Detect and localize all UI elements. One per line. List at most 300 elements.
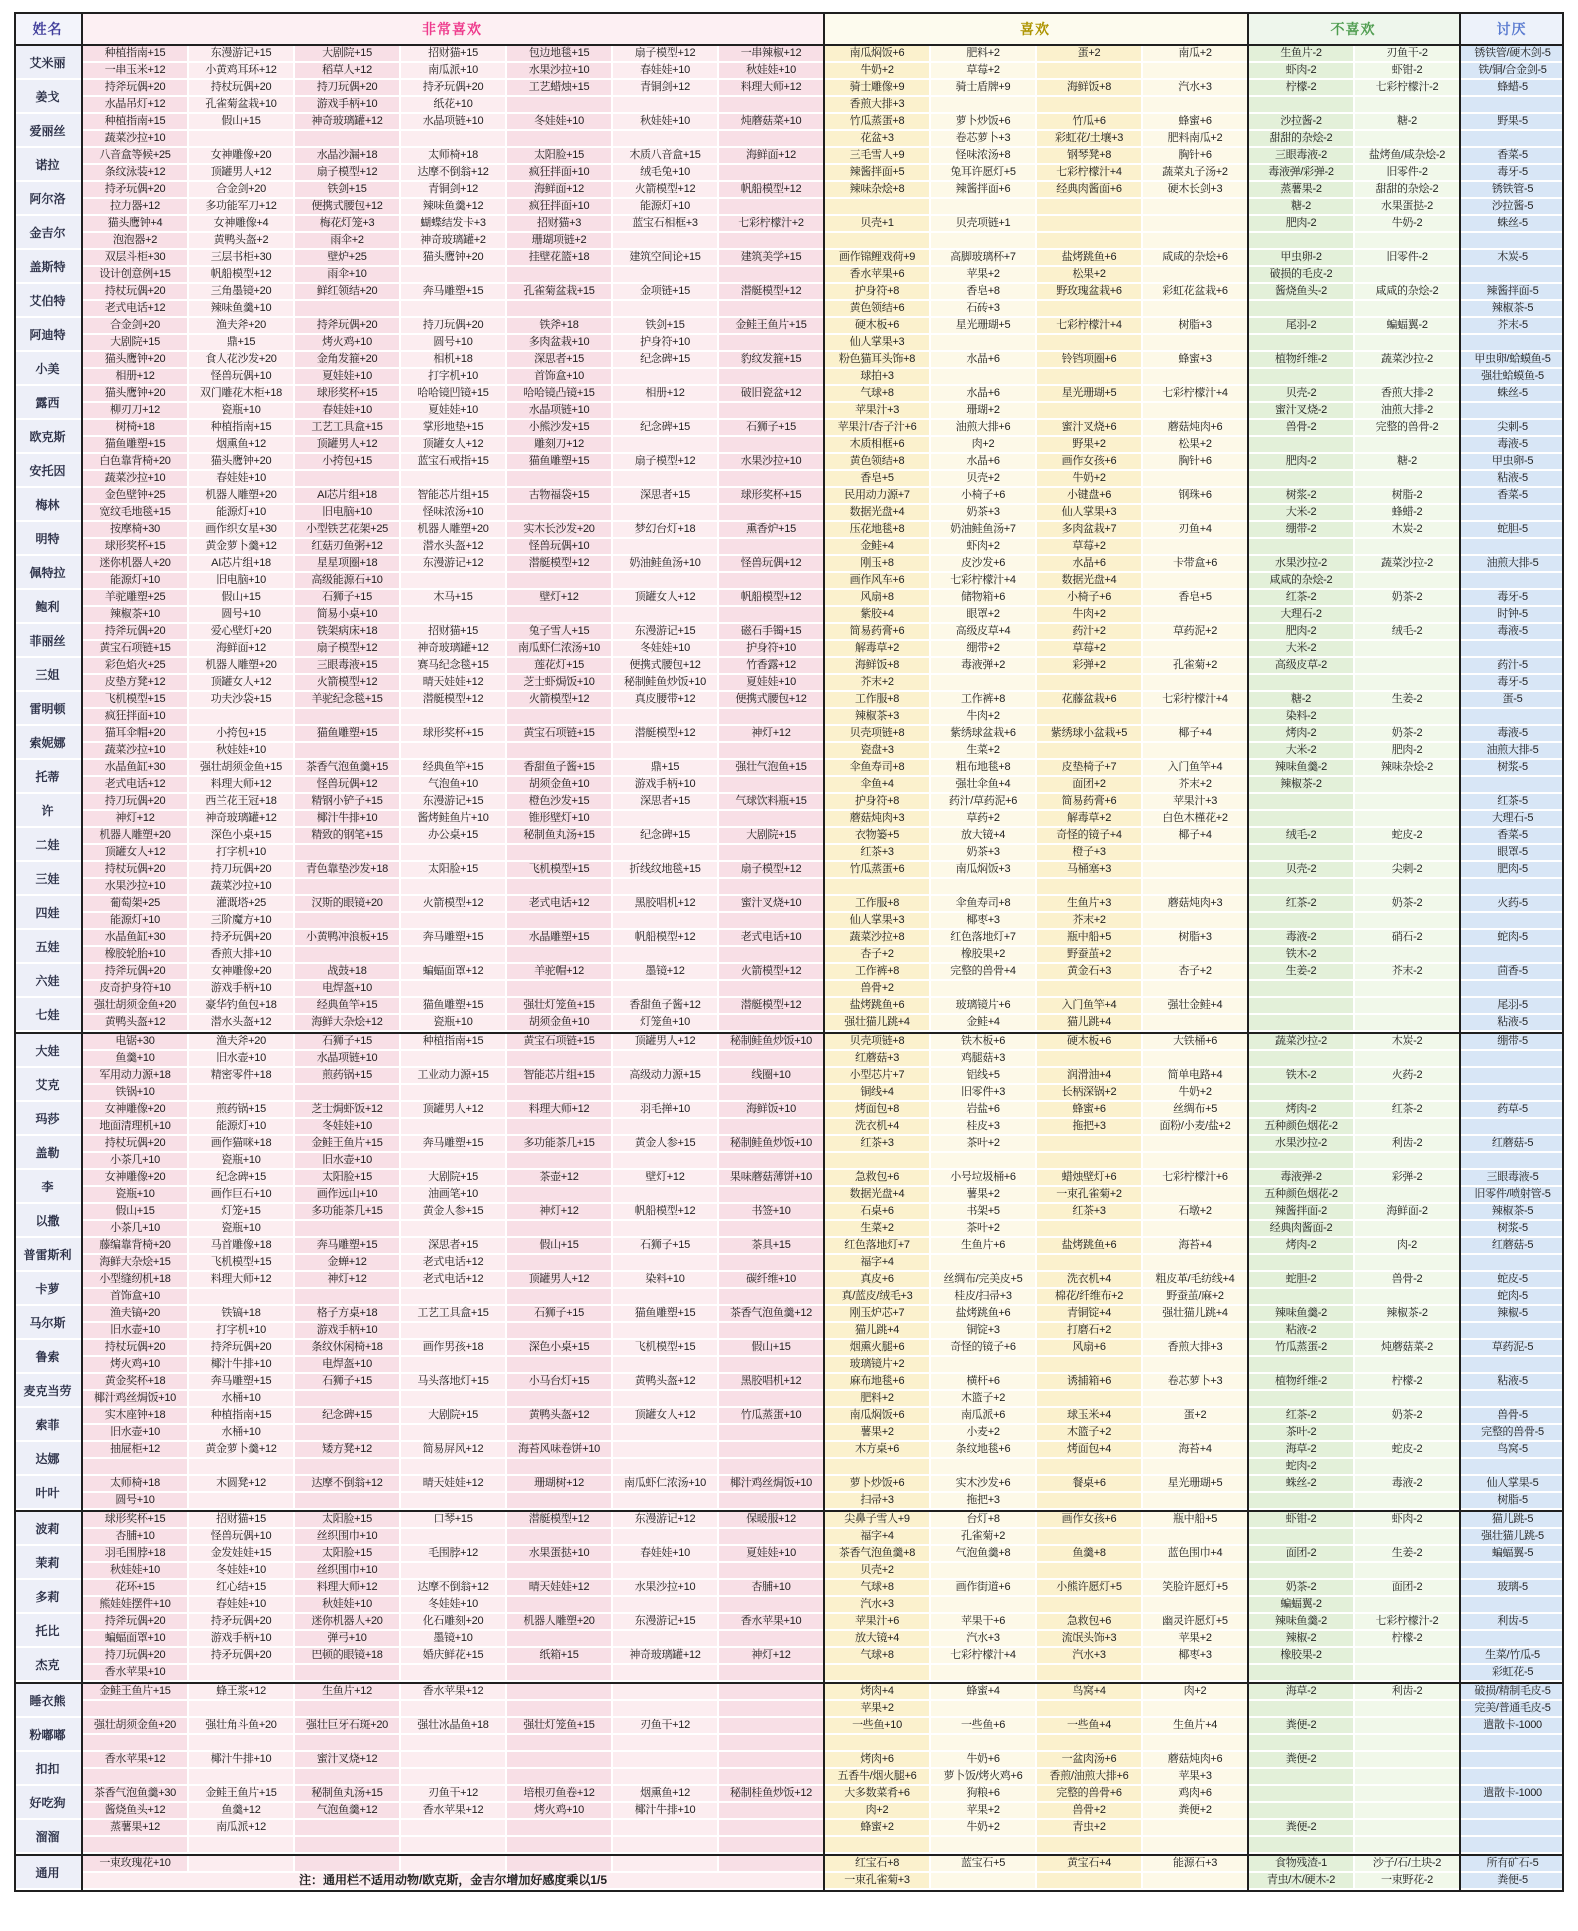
empty-cell xyxy=(1461,131,1564,146)
item-cell: 羊驼纪念毯+15 xyxy=(295,692,399,707)
item-cell: 食人花沙发+20 xyxy=(189,352,293,367)
empty-cell xyxy=(613,1837,717,1852)
empty-cell xyxy=(1461,981,1564,996)
item-cell: 持刀玩偶+20 xyxy=(83,794,187,809)
item-cell: 气泡鱼羹+12 xyxy=(295,1803,399,1818)
item-cell: 圆号+10 xyxy=(189,607,293,622)
item-cell: 画作女孩+6 xyxy=(1037,454,1141,469)
dislike-section xyxy=(1247,1546,1459,1578)
item-cell: 蜂蜜+6 xyxy=(1037,1102,1141,1117)
hate-section xyxy=(1459,726,1564,758)
dislike-section xyxy=(1247,1272,1459,1304)
empty-cell xyxy=(401,1856,505,1871)
item-cell: 扇子模型+12 xyxy=(295,641,399,656)
character-name: 鲍利 xyxy=(14,590,81,622)
item-cell: 盐烤跳鱼+6 xyxy=(931,1306,1035,1321)
character-name: 明特 xyxy=(14,522,81,554)
empty-cell xyxy=(719,981,823,996)
item-cell: 兽骨+2 xyxy=(825,981,929,996)
item-cell: 便携式腰包+12 xyxy=(295,199,399,214)
item-cell: 精致的钢笔+15 xyxy=(295,828,399,843)
item-cell: 鼎+15 xyxy=(613,760,717,775)
empty-cell xyxy=(1249,301,1353,316)
item-cell: 南瓜虾仁浓汤+10 xyxy=(507,641,611,656)
item-cell: 壁灯+12 xyxy=(507,590,611,605)
item-cell: 稻草人+12 xyxy=(295,63,399,78)
empty-cell xyxy=(613,369,717,384)
like-section xyxy=(823,1340,1247,1372)
item-cell: 太阳脸+15 xyxy=(295,1546,399,1561)
item-cell: 料理大师+12 xyxy=(719,80,823,95)
empty-cell xyxy=(1355,573,1459,588)
empty-cell xyxy=(1461,777,1564,792)
item-cell: 仙人掌果+3 xyxy=(825,335,929,350)
item-cell: 持杖玩偶+20 xyxy=(189,80,293,95)
empty-cell xyxy=(401,709,505,724)
item-cell: 香甜鱼子酱+12 xyxy=(613,998,717,1013)
empty-cell xyxy=(401,1323,505,1338)
item-cell: 铁木-2 xyxy=(1249,947,1353,962)
empty-cell xyxy=(1037,1136,1141,1151)
item-cell: 奔马雕塑+15 xyxy=(401,930,505,945)
item-cell: 晴天娃娃+12 xyxy=(507,1580,611,1595)
item-cell: 粘液-5 xyxy=(1461,1015,1564,1030)
item-cell: 夏娃娃+10 xyxy=(719,675,823,690)
item-cell: 强壮角斗鱼+20 xyxy=(189,1718,293,1733)
item-cell: 椰枣+3 xyxy=(931,913,1035,928)
item-cell: 生鱼片+12 xyxy=(295,1684,399,1699)
item-cell: 横杆+6 xyxy=(931,1374,1035,1389)
item-cell: 护身符+8 xyxy=(825,284,929,299)
like-section xyxy=(823,1408,1247,1440)
item-cell: 持矛玩偶+20 xyxy=(189,930,293,945)
item-cell: 柠檬-2 xyxy=(1355,1374,1459,1389)
empty-cell xyxy=(1355,709,1459,724)
item-cell: 完整的兽骨-5 xyxy=(1461,1425,1564,1440)
item-cell: 水晶项链+10 xyxy=(507,403,611,418)
item-cell: 秘制鲑鱼炒饭+10 xyxy=(719,1136,823,1151)
item-cell: 神灯+12 xyxy=(507,1204,611,1219)
item-cell: 打字机+10 xyxy=(189,1323,293,1338)
item-cell: 蛇皮-2 xyxy=(1355,828,1459,843)
item-cell: 怪兽玩偶+10 xyxy=(189,1529,293,1544)
item-cell: 烤肉-2 xyxy=(1249,1102,1353,1117)
like-section xyxy=(823,46,1247,78)
item-cell: 橙色沙发+15 xyxy=(507,794,611,809)
empty-cell xyxy=(1143,216,1247,231)
item-cell: 飞机模型+15 xyxy=(189,1255,293,1270)
item-cell: 猫鱼雕塑+15 xyxy=(83,437,187,452)
empty-cell xyxy=(1249,539,1353,554)
item-cell: 杏子+2 xyxy=(1143,964,1247,979)
character-name: 五娃 xyxy=(14,930,81,962)
item-cell: 毒牙-5 xyxy=(1461,590,1564,605)
empty-cell xyxy=(401,1153,505,1168)
item-cell: 沙拉酱-5 xyxy=(1461,199,1564,214)
item-cell: 毛围脖+12 xyxy=(401,1546,505,1561)
character-name: 三姐 xyxy=(14,658,81,690)
item-cell: 简单电路+4 xyxy=(1143,1068,1247,1083)
item-cell: 春娃娃+10 xyxy=(613,63,717,78)
item-cell: 孔雀菊盆栽+10 xyxy=(189,97,293,112)
item-cell: 贝壳+2 xyxy=(931,471,1035,486)
item-cell: 黄宝石项链+15 xyxy=(507,726,611,741)
item-cell: 蓝色围巾+4 xyxy=(1143,1546,1247,1561)
item-cell: 竹瓜蒸蛋+10 xyxy=(719,1408,823,1423)
character-row xyxy=(14,488,1564,520)
item-cell: 辣椒茶+10 xyxy=(83,607,187,622)
item-cell: 蔬菜沙拉+10 xyxy=(83,131,187,146)
empty-cell xyxy=(613,267,717,282)
item-cell: 皮奇护身符+10 xyxy=(83,981,187,996)
like-section xyxy=(823,1442,1247,1474)
item-cell: 烟熏火腿+6 xyxy=(825,1340,929,1355)
item-cell: 水晶项链+10 xyxy=(295,1051,399,1066)
item-cell: 辣椒茶-2 xyxy=(1249,777,1353,792)
item-cell: 梅花灯笼+3 xyxy=(295,216,399,231)
item-cell: 潜艇模型+12 xyxy=(719,998,823,1013)
item-cell: 辣酱拌面-2 xyxy=(1249,1204,1353,1219)
empty-cell xyxy=(1249,675,1353,690)
item-cell: 咸咸的杂烩-2 xyxy=(1249,573,1353,588)
item-cell: 纪念碑+15 xyxy=(613,420,717,435)
very_like-section xyxy=(81,1170,823,1202)
very_like-section xyxy=(81,692,823,724)
character-row xyxy=(14,1238,1564,1270)
item-cell: 打字机+10 xyxy=(401,369,505,384)
item-cell: 竹香露+12 xyxy=(719,658,823,673)
dislike-section xyxy=(1247,862,1459,894)
item-cell: 竹瓜+6 xyxy=(1037,114,1141,129)
empty-cell xyxy=(1249,998,1353,1013)
item-cell: 旧水壶+10 xyxy=(189,1051,293,1066)
dislike-section xyxy=(1247,1408,1459,1440)
item-cell: 刃鱼干+12 xyxy=(401,1786,505,1801)
empty-cell xyxy=(613,1752,717,1767)
dislike-section xyxy=(1247,1752,1459,1784)
empty-cell xyxy=(295,1735,399,1750)
item-cell: 球玉米+4 xyxy=(1037,1408,1141,1423)
empty-cell xyxy=(1461,1085,1564,1100)
item-cell: 木篮子+2 xyxy=(1037,1425,1141,1440)
dislike-section xyxy=(1247,760,1459,792)
like-section xyxy=(823,1102,1247,1134)
item-cell: 深思者+15 xyxy=(613,488,717,503)
empty-cell xyxy=(83,1837,187,1852)
very_like-section xyxy=(81,760,823,792)
hate-section xyxy=(1459,352,1564,384)
item-cell: 瓷瓶+10 xyxy=(401,1015,505,1030)
character-row xyxy=(14,828,1564,860)
empty-cell xyxy=(1143,1136,1247,1151)
item-cell: 种植指南+15 xyxy=(189,420,293,435)
item-cell: 树脂+3 xyxy=(1143,930,1247,945)
item-cell: 尖鼻子雪人+9 xyxy=(825,1512,929,1527)
item-cell: 绒毛-2 xyxy=(1249,828,1353,843)
character-name: 多莉 xyxy=(14,1580,81,1612)
item-cell: 果味蘑菇薄饼+10 xyxy=(719,1170,823,1185)
item-cell: 蜂王浆+12 xyxy=(189,1684,293,1699)
empty-cell xyxy=(719,1665,823,1680)
item-cell: 火箭模型+12 xyxy=(613,182,717,197)
item-cell: 贝壳-2 xyxy=(1249,862,1353,877)
item-cell: 蛋-5 xyxy=(1461,692,1564,707)
item-cell: 植物纤维-2 xyxy=(1249,352,1353,367)
empty-cell xyxy=(1461,1357,1564,1372)
item-cell: 生菜+2 xyxy=(931,743,1035,758)
item-cell: 香皂+8 xyxy=(931,284,1035,299)
item-cell: 旧电脑+10 xyxy=(295,505,399,520)
item-cell: 怪兽玩偶+12 xyxy=(719,556,823,571)
item-cell: 奔马雕塑+15 xyxy=(401,1136,505,1151)
empty-cell xyxy=(507,1701,611,1716)
empty-cell xyxy=(931,1153,1035,1168)
empty-cell xyxy=(1143,1735,1247,1750)
empty-cell xyxy=(401,947,505,962)
empty-cell xyxy=(295,947,399,962)
item-cell: 红茶+3 xyxy=(825,845,929,860)
item-cell: 苹果+2 xyxy=(1143,1631,1247,1646)
empty-cell xyxy=(719,267,823,282)
item-cell: 芝士虾焗饭+10 xyxy=(507,675,611,690)
hate-section xyxy=(1459,1820,1564,1852)
item-cell: 婚庆鲜花+15 xyxy=(401,1648,505,1663)
empty-cell xyxy=(1249,981,1353,996)
empty-cell xyxy=(1249,1493,1353,1508)
item-cell: 油煎大排-5 xyxy=(1461,743,1564,758)
item-cell: 奔马雕塑+15 xyxy=(295,1238,399,1253)
item-cell: 工作服+8 xyxy=(825,692,929,707)
empty-cell xyxy=(1249,1153,1353,1168)
empty-cell xyxy=(295,1085,399,1100)
divider-very-like xyxy=(823,14,825,1890)
item-cell: 红茶+3 xyxy=(1037,1204,1141,1219)
item-cell: 大剧院+15 xyxy=(719,828,823,843)
empty-cell xyxy=(1143,1391,1247,1406)
item-cell: 抽屉柜+12 xyxy=(83,1442,187,1457)
item-cell: 树脂-5 xyxy=(1461,1493,1564,1508)
empty-cell xyxy=(719,1153,823,1168)
item-cell: 水晶鱼缸+30 xyxy=(83,760,187,775)
item-cell: 锥形壁灯+10 xyxy=(507,811,611,826)
item-cell: 药草-5 xyxy=(1461,1102,1564,1117)
item-cell: 盐烤跳鱼+6 xyxy=(825,998,929,1013)
item-cell: 石狮子+15 xyxy=(507,1306,611,1321)
item-cell: 旧水壶+10 xyxy=(295,1153,399,1168)
item-cell: 太师椅+18 xyxy=(83,1476,187,1491)
hate-section xyxy=(1459,386,1564,418)
item-cell: 草莓+2 xyxy=(1037,641,1141,656)
character-row xyxy=(14,624,1564,656)
item-cell: 水果蛋挞-2 xyxy=(1355,199,1459,214)
item-cell: 顶罐女人+12 xyxy=(189,675,293,690)
empty-cell xyxy=(1249,335,1353,350)
dislike-section xyxy=(1247,1204,1459,1236)
character-name: 麦克当劳 xyxy=(14,1374,81,1406)
item-cell: 气球饮料瓶+15 xyxy=(719,794,823,809)
item-cell: 牛奶+6 xyxy=(931,1752,1035,1767)
item-cell: 胸针+6 xyxy=(1143,148,1247,163)
item-cell: 智能芯片组+15 xyxy=(401,488,505,503)
item-cell: 烟熏鱼+12 xyxy=(613,1786,717,1801)
item-cell: 香煎大排+10 xyxy=(189,947,293,962)
item-cell: 黄鸭头盔+2 xyxy=(189,233,293,248)
item-cell: 秋娃娃+10 xyxy=(83,1563,187,1578)
empty-cell xyxy=(719,1255,823,1270)
item-cell: 时钟-5 xyxy=(1461,607,1564,622)
item-cell: 木篮子+2 xyxy=(931,1391,1035,1406)
item-cell: 甜甜的杂烩-2 xyxy=(1249,131,1353,146)
item-cell: 木马+15 xyxy=(401,590,505,605)
item-cell: 水果沙拉+10 xyxy=(507,63,611,78)
empty-cell xyxy=(1461,97,1564,112)
empty-cell xyxy=(931,199,1035,214)
item-cell: 冬娃娃+10 xyxy=(189,1563,293,1578)
character-name: 马尔斯 xyxy=(14,1306,81,1338)
character-row xyxy=(14,46,1564,78)
item-cell: 持刀玩偶+20 xyxy=(189,862,293,877)
empty-cell xyxy=(613,403,717,418)
item-cell: 雨伞+10 xyxy=(295,267,399,282)
item-cell: 小型芯片+7 xyxy=(825,1068,929,1083)
item-cell: 潜艇模型+12 xyxy=(719,284,823,299)
empty-cell xyxy=(931,1597,1035,1612)
dislike-section xyxy=(1247,726,1459,758)
item-cell: 扇子模型+12 xyxy=(613,46,717,61)
item-cell: 餐桌+6 xyxy=(1037,1476,1141,1491)
item-cell: 顶罐男人+12 xyxy=(189,165,293,180)
item-cell: 猫耳伞帽+20 xyxy=(83,726,187,741)
item-cell: 水晶鱼缸+30 xyxy=(83,930,187,945)
character-name: 波莉 xyxy=(14,1512,81,1544)
empty-cell xyxy=(1355,267,1459,282)
item-cell: 打字机+10 xyxy=(189,845,293,860)
item-cell: 顶罐男人+12 xyxy=(401,1102,505,1117)
item-cell: 面粉/小麦/盐+2 xyxy=(1143,1119,1247,1134)
hate-section xyxy=(1459,1340,1564,1372)
item-cell: 粗皮革/毛纺线+4 xyxy=(1143,1272,1247,1287)
item-cell: 条纹地毯+6 xyxy=(931,1442,1035,1457)
empty-cell xyxy=(719,1718,823,1733)
item-cell: 青铜剑+12 xyxy=(613,80,717,95)
item-cell: 木炭-2 xyxy=(1355,522,1459,537)
item-cell: 秋娃娃+10 xyxy=(719,63,823,78)
item-cell: 刃鱼干-2 xyxy=(1355,46,1459,61)
character-name: 盖斯特 xyxy=(14,250,81,282)
item-cell: 八音盒等候+25 xyxy=(83,148,187,163)
item-cell: 刃鱼干+12 xyxy=(613,1718,717,1733)
empty-cell xyxy=(719,1459,823,1474)
empty-cell xyxy=(1249,1529,1353,1544)
empty-cell xyxy=(613,573,717,588)
empty-cell xyxy=(507,1597,611,1612)
character-row xyxy=(14,998,1564,1030)
empty-cell xyxy=(401,845,505,860)
empty-cell xyxy=(1143,1820,1247,1835)
empty-cell xyxy=(1355,1837,1459,1852)
item-cell: 生鱼片-2 xyxy=(1249,46,1353,61)
item-cell: 蜜汁叉烧+6 xyxy=(1037,420,1141,435)
empty-cell xyxy=(613,1119,717,1134)
dislike-section xyxy=(1247,1786,1459,1818)
item-cell: 胡须金鱼+10 xyxy=(507,1015,611,1030)
item-cell: 潜水头盔+12 xyxy=(401,539,505,554)
character-name: 通用 xyxy=(14,1856,81,1888)
item-cell: 牛奶+2 xyxy=(1143,1085,1247,1100)
empty-cell xyxy=(1461,573,1564,588)
empty-cell xyxy=(401,1529,505,1544)
empty-cell xyxy=(401,913,505,928)
empty-cell xyxy=(507,1529,611,1544)
item-cell: 种植指南+15 xyxy=(189,1408,293,1423)
item-cell: 水晶+6 xyxy=(1037,556,1141,571)
item-cell: 冬娃娃+10 xyxy=(507,114,611,129)
item-cell: 椰枣+3 xyxy=(1143,1648,1247,1663)
like-section xyxy=(823,488,1247,520)
item-cell: 烤火鸡+10 xyxy=(83,1357,187,1372)
item-cell: 蛇皮-2 xyxy=(1355,1442,1459,1457)
empty-cell xyxy=(1143,301,1247,316)
hate-section xyxy=(1459,692,1564,724)
item-cell: 强壮胡须金鱼+20 xyxy=(83,1718,187,1733)
item-cell: 南瓜焖饭+6 xyxy=(825,46,929,61)
item-cell: 玻璃-5 xyxy=(1461,1580,1564,1595)
character-row xyxy=(14,454,1564,486)
item-cell: 建筑空间论+15 xyxy=(613,250,717,265)
item-cell: 蜂蜡-5 xyxy=(1461,80,1564,95)
item-cell: 莲花灯+15 xyxy=(507,658,611,673)
item-cell: 书架+5 xyxy=(931,1204,1035,1219)
item-cell: 蝙蝠翼-2 xyxy=(1249,1597,1353,1612)
empty-cell xyxy=(507,981,611,996)
item-cell: 女神雕像+20 xyxy=(83,1102,187,1117)
item-cell: 红宝石+8 xyxy=(825,1856,929,1871)
item-cell: 辣味鱼羹+12 xyxy=(401,199,505,214)
like-section xyxy=(823,1476,1247,1508)
character-name: 溜溜 xyxy=(14,1820,81,1852)
item-cell: 达摩不倒翁+12 xyxy=(295,1476,399,1491)
item-cell: 松果+2 xyxy=(1143,437,1247,452)
empty-cell xyxy=(1355,947,1459,962)
item-cell: 圆号+10 xyxy=(401,335,505,350)
item-cell: 肥肉-2 xyxy=(1249,216,1353,231)
item-cell: 培根刃鱼卷+12 xyxy=(507,1786,611,1801)
very_like-section xyxy=(81,964,823,996)
empty-cell xyxy=(1461,641,1564,656)
item-cell: 草药泥+2 xyxy=(1143,624,1247,639)
item-cell: 持杖玩偶+20 xyxy=(83,1136,187,1151)
empty-cell xyxy=(719,1563,823,1578)
item-cell: 持刀玩偶+20 xyxy=(295,80,399,95)
empty-cell xyxy=(719,1529,823,1544)
item-cell: 水果沙拉+10 xyxy=(719,454,823,469)
item-cell: 相册+12 xyxy=(613,386,717,401)
item-cell: 灯笼鱼+10 xyxy=(613,1015,717,1030)
item-cell: 水果沙拉+10 xyxy=(613,1580,717,1595)
empty-cell xyxy=(613,131,717,146)
item-cell: 一些鱼+4 xyxy=(1037,1718,1141,1733)
item-cell: 福字+4 xyxy=(825,1255,929,1270)
very_like-section xyxy=(81,1442,823,1474)
empty-cell xyxy=(931,675,1035,690)
character-row xyxy=(14,1614,1564,1646)
very_like-section xyxy=(81,318,823,350)
item-cell: 猫儿跳+4 xyxy=(1037,1015,1141,1030)
item-cell: 柳刃刀+12 xyxy=(83,403,187,418)
like-section xyxy=(823,624,1247,656)
empty-cell xyxy=(401,1820,505,1835)
empty-cell xyxy=(1249,1769,1353,1784)
